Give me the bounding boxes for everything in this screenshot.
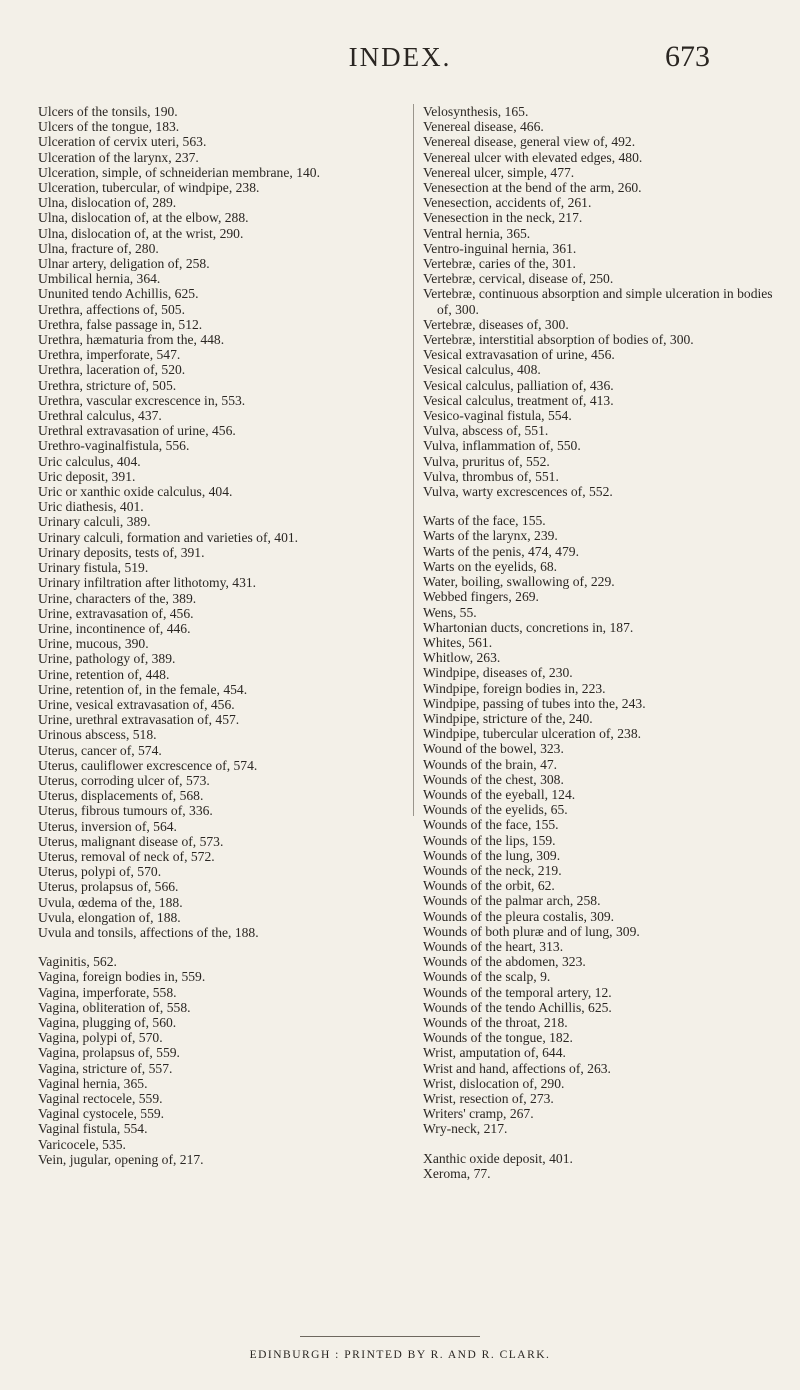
index-entry: Venereal ulcer with elevated edges, 480. xyxy=(423,149,643,165)
index-entry: Venesection in the neck, 217. xyxy=(423,210,583,226)
index-entry: Uterus, malignant disease of, 573. xyxy=(38,833,224,849)
index-entry: Vulva, thrombus of, 551. xyxy=(423,468,559,484)
index-entry: Uterus, removal of neck of, 572. xyxy=(38,848,215,864)
index-entry: Venesection, accidents of, 261. xyxy=(423,195,592,211)
index-entry: Urine, urethral extravasation of, 457. xyxy=(38,712,240,728)
index-column-left xyxy=(38,104,383,1167)
index-entry: Wounds of the lung, 309. xyxy=(423,847,561,863)
index-entry: Vein, jugular, opening of, 217. xyxy=(38,1151,204,1167)
section-gap xyxy=(423,1137,778,1151)
index-entry: Wounds of the eyeball, 124. xyxy=(423,786,576,802)
index-entry: Urine, mucous, 390. xyxy=(38,636,149,652)
index-entry: Umbilical hernia, 364. xyxy=(38,271,161,287)
index-entry: Wounds of the brain, 47. xyxy=(423,756,558,772)
index-entry: Vulva, pruritus of, 552. xyxy=(423,453,550,469)
printer-imprint: EDINBURGH : PRINTED BY R. AND R. CLARK. xyxy=(249,1349,551,1361)
index-entry: Wrist, resection of, 273. xyxy=(423,1091,554,1106)
index-entry: Wounds of the chest, 308. xyxy=(423,771,564,787)
index-entry: Wounds of the neck, 219. xyxy=(423,862,562,878)
index-entry: Wry-neck, 217. xyxy=(423,1121,508,1137)
index-entry: Urine, vesical extravasation of, 456. xyxy=(38,696,235,712)
index-entry: Ulna, dislocation of, at the wrist, 290. xyxy=(38,225,244,241)
index-entry: Water, boiling, swallowing of, 229. xyxy=(423,574,615,590)
index-entry: Venesection at the bend of the arm, 260. xyxy=(423,180,642,196)
index-entry: Wrist, amputation of, 644. xyxy=(423,1045,566,1061)
index-entry: Warts of the penis, 474, 479. xyxy=(423,543,579,559)
index-entry: Wrist, dislocation of, 290. xyxy=(423,1075,565,1091)
index-entry: Vagina, polypi of, 570. xyxy=(38,1030,163,1046)
index-entry: Ununited tendo Achillis, 625. xyxy=(38,286,199,302)
index-entry: Ulna, dislocation of, 289. xyxy=(38,195,177,211)
index-entry: Urinary fistula, 519. xyxy=(38,560,149,576)
index-entry: Vulva, warty excrescences of, 552. xyxy=(423,484,613,500)
index-entry: Uterus, polypi of, 570. xyxy=(38,864,162,880)
index-entry: Ulceration of cervix uteri, 563. xyxy=(38,134,207,150)
index-entry: Vertebræ, cervical, disease of, 250. xyxy=(423,271,614,287)
index-entry: Vesical calculus, 408. xyxy=(423,362,541,378)
section-gap xyxy=(38,940,383,954)
index-entry: Uric or xanthic oxide calculus, 404. xyxy=(38,484,233,500)
index-entry: Wounds of the throat, 218. xyxy=(423,1014,568,1030)
index-entry: Ulceration, tubercular, of windpipe, 238. xyxy=(38,180,260,196)
index-entry: Vesical calculus, treatment of, 413. xyxy=(423,392,614,408)
index-entry: Urethra, laceration of, 520. xyxy=(38,362,186,378)
index-entry: Vaginal hernia, 365. xyxy=(38,1075,148,1091)
index-entry: Uterus, cauliflower excrescence of, 574. xyxy=(38,757,258,773)
index-entry: Vaginitis, 562. xyxy=(38,954,117,970)
index-entry: Vesical extravasation of urine, 456. xyxy=(423,347,615,363)
index-entry: Windpipe, diseases of, 230. xyxy=(423,665,573,681)
page-number: 673 xyxy=(665,40,710,73)
index-entry: Ventro-inguinal hernia, 361. xyxy=(423,240,577,256)
index-entry: Urethral calculus, 437. xyxy=(38,408,162,424)
index-entry: Wounds of both pluræ and of lung, 309. xyxy=(423,923,640,939)
index-entry: Venereal ulcer, simple, 477. xyxy=(423,164,575,180)
index-entry: Warts of the face, 155. xyxy=(423,513,546,529)
index-entry: Vagina, imperforate, 558. xyxy=(38,984,177,1000)
index-entry: Wounds of the abdomen, 323. xyxy=(423,954,586,970)
index-entry: Vesical calculus, palliation of, 436. xyxy=(423,377,614,393)
index-entry: Vulva, abscess of, 551. xyxy=(423,423,549,439)
index-entry: Vagina, plugging of, 560. xyxy=(38,1014,177,1030)
index-entry: Urine, retention of, in the female, 454. xyxy=(38,681,248,697)
index-entry: Wrist and hand, affections of, 263. xyxy=(423,1060,611,1076)
index-entry: Venereal disease, general view of, 492. xyxy=(423,134,636,150)
index-entry: Urinary calculi, formation and varieties of, 401. xyxy=(38,529,299,545)
index-entry: Wounds of the scalp, 9. xyxy=(423,969,551,985)
index-entry: Uric deposit, 391. xyxy=(38,468,136,484)
page-title: INDEX. xyxy=(348,42,452,72)
index-entry: Wounds of the tongue, 182. xyxy=(423,1030,573,1046)
index-entry: Varicocele, 535. xyxy=(38,1136,126,1152)
index-entry: Wounds of the face, 155. xyxy=(423,817,559,833)
index-entry: Urethra, stricture of, 505. xyxy=(38,377,177,393)
index-entry: Velosynthesis, 165. xyxy=(423,104,529,119)
index-entry: Uterus, prolapsus of, 566. xyxy=(38,879,179,895)
index-entry: Vagina, obliteration of, 558. xyxy=(38,999,191,1015)
index-entry: Ulceration, simple, of schneiderian membrane, 140. xyxy=(38,164,320,180)
index-entry: Uvula and tonsils, affections of the, 188. xyxy=(38,924,259,940)
index-entry: Vagina, foreign bodies in, 559. xyxy=(38,969,206,985)
index-entry: Uvula, œdema of the, 188. xyxy=(38,894,183,910)
index-entry: Ulcers of the tonsils, 190. xyxy=(38,104,178,119)
index-entry: Urine, incontinence of, 446. xyxy=(38,620,191,636)
index-entry: Whartonian ducts, concretions in, 187. xyxy=(423,619,634,635)
index-column-right xyxy=(413,104,778,1181)
index-entry: Vesico-vaginal fistula, 554. xyxy=(423,408,572,424)
index-entry: Wounds of the eyelids, 65. xyxy=(423,802,568,818)
page-header xyxy=(0,42,800,82)
index-entry: Urethra, imperforate, 547. xyxy=(38,347,181,363)
index-entry: Vaginal rectocele, 559. xyxy=(38,1091,163,1106)
index-entry: Uterus, displacements of, 568. xyxy=(38,788,204,804)
index-entry: Urine, characters of the, 389. xyxy=(38,590,197,606)
index-entry: Urethra, false passage in, 512. xyxy=(38,316,203,332)
index-entry: Wounds of the orbit, 62. xyxy=(423,878,555,894)
index-entry: Wounds of the pleura costalis, 309. xyxy=(423,908,615,924)
index-entry: Urine, retention of, 448. xyxy=(38,666,170,682)
index-entry: Ulna, dislocation of, at the elbow, 288. xyxy=(38,210,249,226)
index-entry: Vertebræ, interstitial absorption of bodies of, 300. xyxy=(423,332,694,348)
index-entry: Ulceration of the larynx, 237. xyxy=(38,149,199,165)
index-entry: Webbed fingers, 269. xyxy=(423,589,539,605)
index-entry: Warts on the eyelids, 68. xyxy=(423,558,558,574)
index-entry: Vertebræ, caries of the, 301. xyxy=(423,256,576,272)
index-entry: Wens, 55. xyxy=(423,604,477,620)
index-entry: Whites, 561. xyxy=(423,634,493,650)
index-entry: Vulva, inflammation of, 550. xyxy=(423,438,581,454)
index-entry: Writers' cramp, 267. xyxy=(423,1106,534,1122)
index-entry: Vaginal fistula, 554. xyxy=(38,1121,148,1137)
index-entry: Urethral extravasation of urine, 456. xyxy=(38,423,236,439)
index-entry: Urine, pathology of, 389. xyxy=(38,651,176,667)
index-entry: Uvula, elongation of, 188. xyxy=(38,909,181,925)
index-entry: Windpipe, foreign bodies in, 223. xyxy=(423,680,606,696)
index-entry: Windpipe, tubercular ulceration of, 238. xyxy=(423,726,642,742)
index-entry: Uterus, fibrous tumours of, 336. xyxy=(38,803,213,819)
index-entry: Uterus, inversion of, 564. xyxy=(38,818,177,834)
index-entry: Wounds of the heart, 313. xyxy=(423,938,564,954)
index-entry: Uterus, corroding ulcer of, 573. xyxy=(38,772,210,788)
index-entry: Urinary deposits, tests of, 391. xyxy=(38,544,205,560)
index-entry: Vagina, stricture of, 557. xyxy=(38,1060,173,1076)
index-entry: Windpipe, passing of tubes into the, 243. xyxy=(423,695,646,711)
index-entry: Wounds of the temporal artery, 12. xyxy=(423,984,612,1000)
index-entry: Urethra, affections of, 505. xyxy=(38,301,185,317)
index-entry: Windpipe, stricture of the, 240. xyxy=(423,710,593,726)
index-entry: Urine, extravasation of, 456. xyxy=(38,605,194,621)
index-entry: Wounds of the lips, 159. xyxy=(423,832,556,848)
index-entry: Urinary infiltration after lithotomy, 431. xyxy=(38,575,257,591)
index-entry: Wounds of the tendo Achillis, 625. xyxy=(423,999,612,1015)
index-entry: Ulna, fracture of, 280. xyxy=(38,240,159,256)
index-entry: Vertebræ, diseases of, 300. xyxy=(423,316,569,332)
index-entry: Vaginal cystocele, 559. xyxy=(38,1106,165,1122)
index-entry: Xanthic oxide deposit, 401. xyxy=(423,1150,573,1166)
index-entry: Ulcers of the tongue, 183. xyxy=(38,119,180,135)
index-entry: Vagina, prolapsus of, 559. xyxy=(38,1045,180,1061)
index-entry: Uric diathesis, 401. xyxy=(38,499,144,515)
index-entry: Urethra, vascular excrescence in, 553. xyxy=(38,392,246,408)
index-entry: Ulnar artery, deligation of, 258. xyxy=(38,256,210,272)
footer-rule xyxy=(300,1336,480,1337)
index-entry: Vertebræ, continuous absorption and simple ulceration in bodies of, 300. xyxy=(423,286,773,317)
index-entry: Xeroma, 77. xyxy=(423,1165,491,1181)
index-entry: Urinous abscess, 518. xyxy=(38,727,157,743)
index-entry: Whitlow, 263. xyxy=(423,650,501,666)
index-entry: Wounds of the palmar arch, 258. xyxy=(423,893,601,909)
index-entry: Wound of the bowel, 323. xyxy=(423,741,564,757)
index-entry: Venereal disease, 466. xyxy=(423,119,544,135)
index-entry: Uric calculus, 404. xyxy=(38,453,141,469)
index-entry: Urinary calculi, 389. xyxy=(38,514,151,530)
index-entry: Urethro-vaginalfistula, 556. xyxy=(38,438,190,454)
index-entry: Urethra, hæmaturia from the, 448. xyxy=(38,332,225,348)
index-entry: Warts of the larynx, 239. xyxy=(423,528,558,544)
section-gap xyxy=(423,499,778,513)
index-entry: Uterus, cancer of, 574. xyxy=(38,742,162,758)
index-entry: Ventral hernia, 365. xyxy=(423,225,531,241)
